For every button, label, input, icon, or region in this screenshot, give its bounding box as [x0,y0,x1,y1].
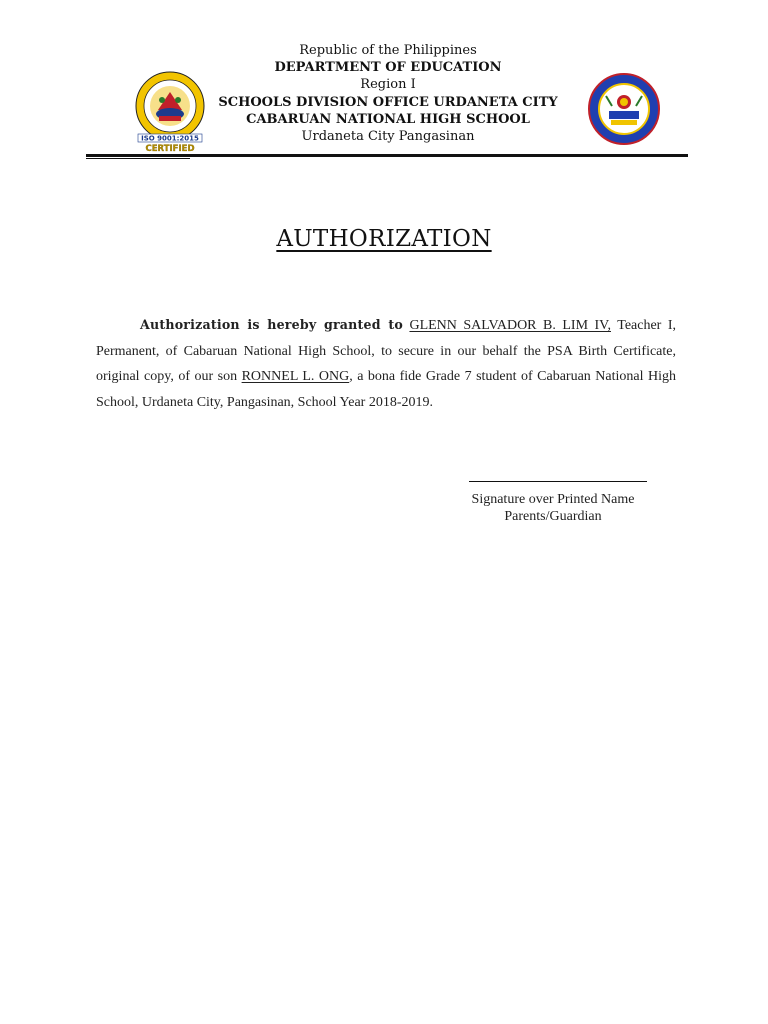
school-line: CABARUAN NATIONAL HIGH SCHOOL [246,111,530,127]
signature-line [469,481,647,482]
header-divider [86,154,688,157]
grantee-name: GLENN SALVADOR B. LIM IV, [409,318,611,333]
header-divider-accent [86,158,190,159]
country-line: Republic of the Philippines [299,43,477,58]
department-line: DEPARTMENT OF EDUCATION [274,60,502,76]
cabaruan-nhs-seal-icon [578,72,670,146]
region-line: Region I [360,77,416,93]
body-text-part2: Teacher I, Permanent, of Cabaruan National High School, to secure in our behalf the PSA Birth Certificate, original copy, of our son [96,318,676,384]
document-title: AUTHORIZATION [276,226,492,252]
signature-block [440,491,666,525]
student-name: RONNEL L. ONG [241,369,350,384]
address-line: Urdaneta City Pangasinan [301,129,475,145]
authorization-lead: Authorization is hereby granted to [140,317,403,332]
svg-text:ISO 9001:2015: ISO 9001:2015 [141,134,199,143]
body-text-part3: , a bona fide Grade 7 student of Cabaruan National High School, Urdaneta City, Pangasinan, School Year 2018-2019. [96,369,676,410]
letterhead [88,42,688,154]
svg-text:CERTIFIED: CERTIFIED [145,144,195,154]
letterhead-text [208,42,568,145]
division-line: SCHOOLS DIVISION OFFICE URDANETA CITY [218,94,558,110]
signature-label: Signature over Printed Name [471,492,635,507]
authorization-paragraph [96,312,676,415]
signature-role: Parents/Guardian [504,509,602,524]
sdo-urdaneta-city-seal-icon [128,70,212,154]
